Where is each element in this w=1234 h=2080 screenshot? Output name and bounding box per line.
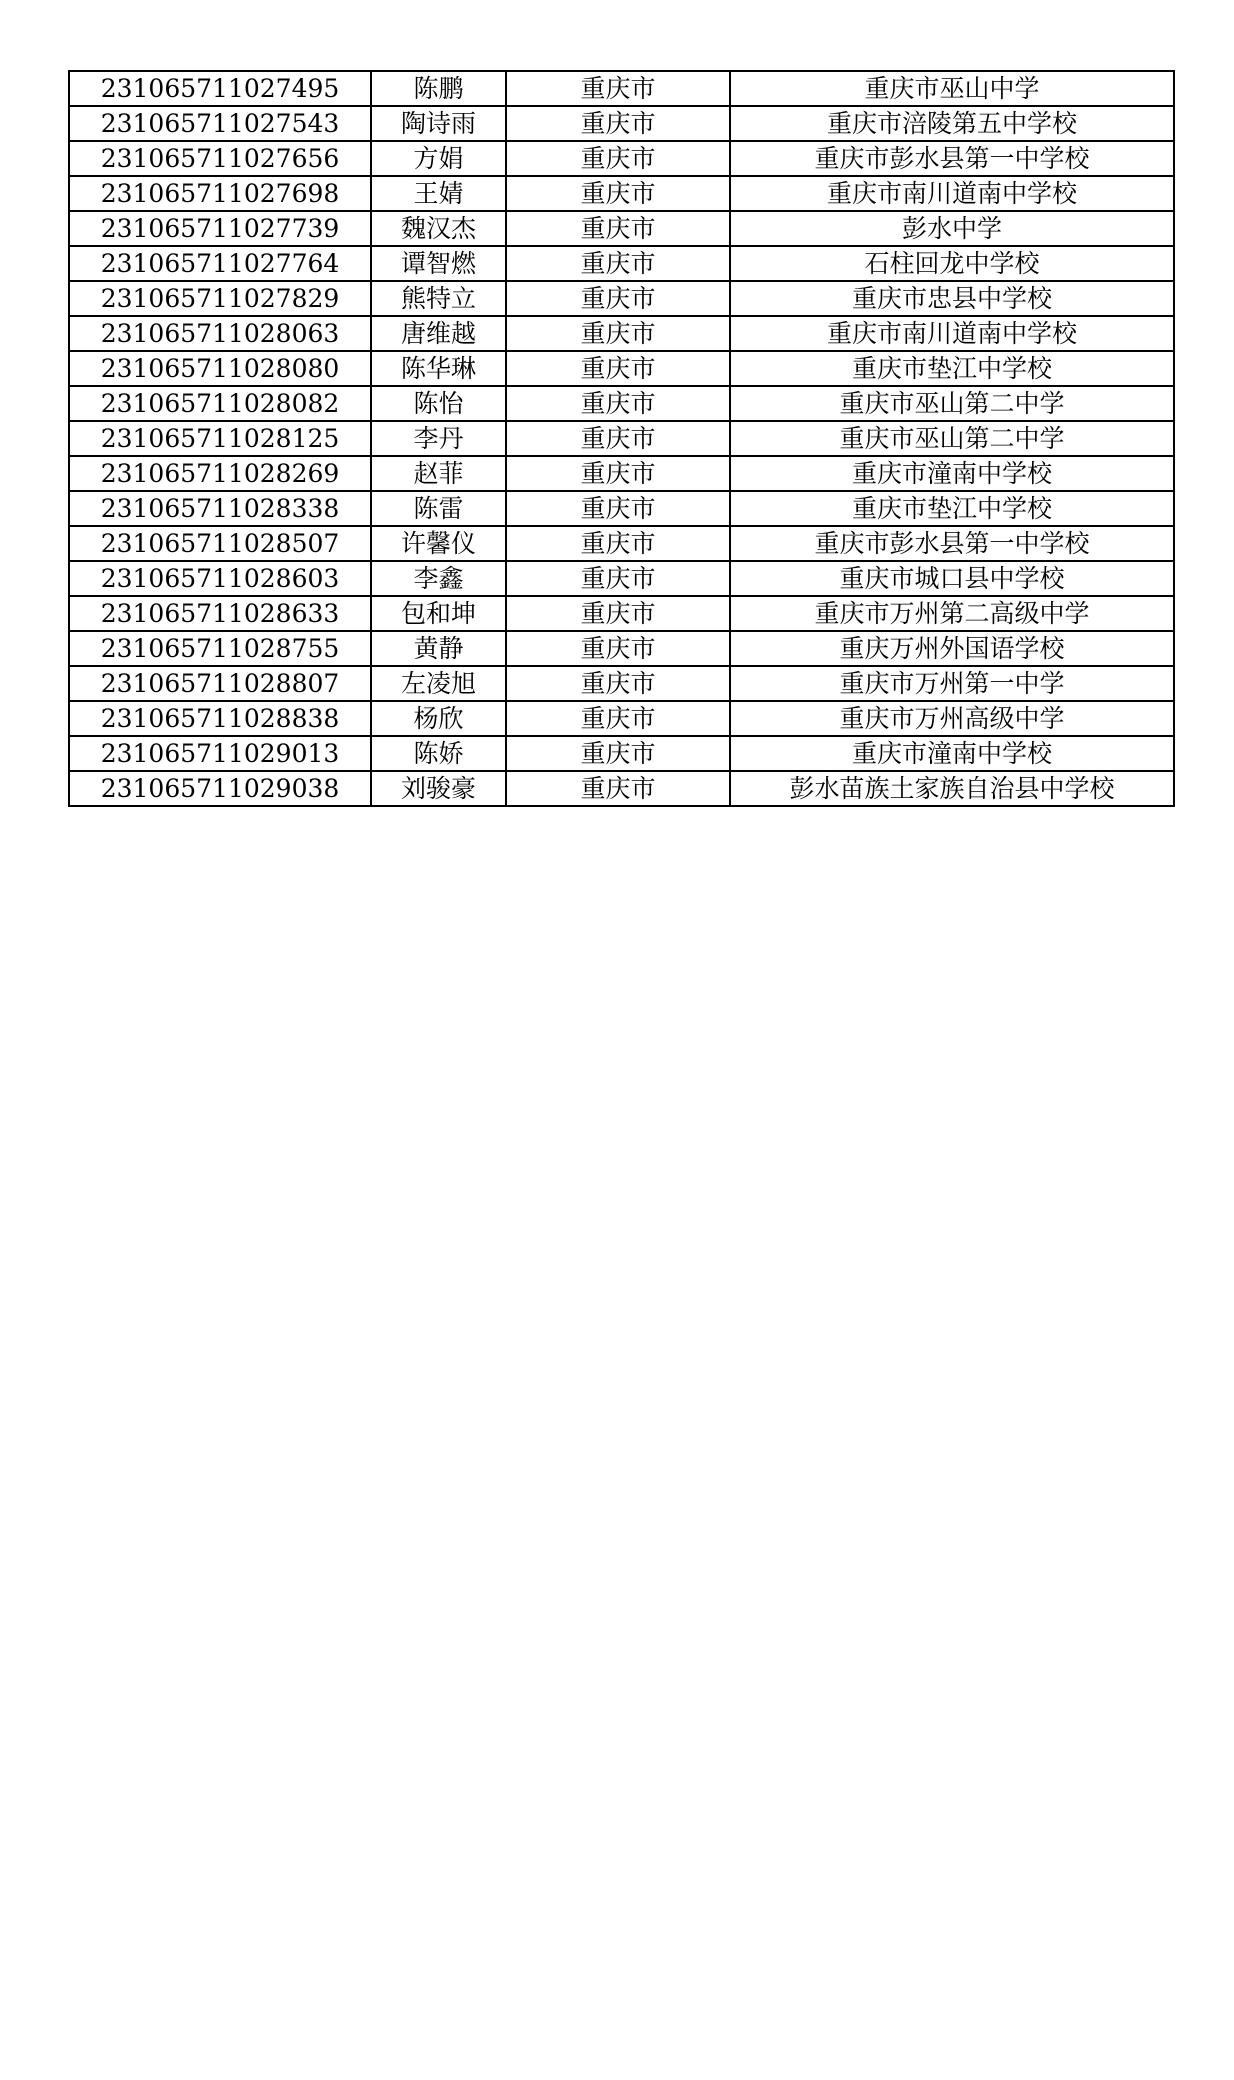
student-name-cell: 陈华琳: [371, 351, 506, 386]
candidate-id-cell: 231065711028080: [69, 351, 371, 386]
student-name-cell: 陈鹏: [371, 71, 506, 106]
candidate-id-cell: 231065711028082: [69, 386, 371, 421]
student-name-cell: 包和坤: [371, 596, 506, 631]
candidate-id-cell: 231065711028633: [69, 596, 371, 631]
student-name-cell: 李鑫: [371, 561, 506, 596]
candidate-id-cell: 231065711028338: [69, 491, 371, 526]
table-row: [69, 561, 1174, 596]
table-row: [69, 176, 1174, 211]
student-name-cell: 陈娇: [371, 736, 506, 771]
city-cell: 重庆市: [506, 631, 730, 666]
school-name-cell: 重庆市万州第二高级中学: [730, 596, 1174, 631]
student-name-cell: 唐维越: [371, 316, 506, 351]
city-cell: 重庆市: [506, 106, 730, 141]
city-cell: 重庆市: [506, 736, 730, 771]
table-row: [69, 141, 1174, 176]
city-cell: 重庆市: [506, 316, 730, 351]
school-name-cell: 重庆市巫山第二中学: [730, 421, 1174, 456]
school-name-cell: 重庆市忠县中学校: [730, 281, 1174, 316]
school-name-cell: 重庆市巫山第二中学: [730, 386, 1174, 421]
city-cell: 重庆市: [506, 141, 730, 176]
table-row: [69, 631, 1174, 666]
city-cell: 重庆市: [506, 281, 730, 316]
school-name-cell: 重庆万州外国语学校: [730, 631, 1174, 666]
student-name-cell: 魏汉杰: [371, 211, 506, 246]
student-name-cell: 熊特立: [371, 281, 506, 316]
student-name-cell: 谭智燃: [371, 246, 506, 281]
student-name-cell: 王婧: [371, 176, 506, 211]
city-cell: 重庆市: [506, 596, 730, 631]
student-name-cell: 许馨仪: [371, 526, 506, 561]
city-cell: 重庆市: [506, 211, 730, 246]
school-name-cell: 重庆市万州第一中学: [730, 666, 1174, 701]
table-row: [69, 71, 1174, 106]
school-name-cell: 石柱回龙中学校: [730, 246, 1174, 281]
school-name-cell: 彭水中学: [730, 211, 1174, 246]
city-cell: 重庆市: [506, 526, 730, 561]
student-name-cell: 左凌旭: [371, 666, 506, 701]
school-name-cell: 彭水苗族土家族自治县中学校: [730, 771, 1174, 806]
school-name-cell: 重庆市垫江中学校: [730, 351, 1174, 386]
school-name-cell: 重庆市垫江中学校: [730, 491, 1174, 526]
candidate-id-cell: 231065711028807: [69, 666, 371, 701]
candidate-id-cell: 231065711029038: [69, 771, 371, 806]
student-name-cell: 李丹: [371, 421, 506, 456]
school-name-cell: 重庆市巫山中学: [730, 71, 1174, 106]
candidate-id-cell: 231065711028269: [69, 456, 371, 491]
city-cell: 重庆市: [506, 71, 730, 106]
candidate-id-cell: 231065711027495: [69, 71, 371, 106]
city-cell: 重庆市: [506, 386, 730, 421]
table-row: [69, 736, 1174, 771]
candidate-id-cell: 231065711028063: [69, 316, 371, 351]
candidate-id-cell: 231065711027739: [69, 211, 371, 246]
city-cell: 重庆市: [506, 351, 730, 386]
student-name-cell: 黄静: [371, 631, 506, 666]
school-name-cell: 重庆市南川道南中学校: [730, 176, 1174, 211]
table-row: [69, 701, 1174, 736]
city-cell: 重庆市: [506, 456, 730, 491]
school-name-cell: 重庆市涪陵第五中学校: [730, 106, 1174, 141]
student-name-cell: 陈怡: [371, 386, 506, 421]
school-name-cell: 重庆市万州高级中学: [730, 701, 1174, 736]
student-name-cell: 陶诗雨: [371, 106, 506, 141]
school-name-cell: 重庆市潼南中学校: [730, 456, 1174, 491]
student-name-cell: 赵菲: [371, 456, 506, 491]
table-row: [69, 106, 1174, 141]
candidate-id-cell: 231065711027543: [69, 106, 371, 141]
city-cell: 重庆市: [506, 561, 730, 596]
table-row: [69, 421, 1174, 456]
table-row: [69, 666, 1174, 701]
city-cell: 重庆市: [506, 701, 730, 736]
table-row: [69, 491, 1174, 526]
table-row: [69, 281, 1174, 316]
student-name-cell: 刘骏豪: [371, 771, 506, 806]
student-name-cell: 陈雷: [371, 491, 506, 526]
table-row: [69, 211, 1174, 246]
table-row: [69, 771, 1174, 806]
candidate-id-cell: 231065711028507: [69, 526, 371, 561]
city-cell: 重庆市: [506, 421, 730, 456]
candidate-id-cell: 231065711027829: [69, 281, 371, 316]
city-cell: 重庆市: [506, 176, 730, 211]
candidate-id-cell: 231065711027656: [69, 141, 371, 176]
school-name-cell: 重庆市南川道南中学校: [730, 316, 1174, 351]
table-row: [69, 386, 1174, 421]
city-cell: 重庆市: [506, 491, 730, 526]
candidate-id-cell: 231065711027764: [69, 246, 371, 281]
table-row: [69, 351, 1174, 386]
candidate-id-cell: 231065711028838: [69, 701, 371, 736]
school-name-cell: 重庆市潼南中学校: [730, 736, 1174, 771]
student-name-cell: 杨欣: [371, 701, 506, 736]
table-row: [69, 526, 1174, 561]
candidate-id-cell: 231065711028603: [69, 561, 371, 596]
school-name-cell: 重庆市城口县中学校: [730, 561, 1174, 596]
candidate-id-cell: 231065711029013: [69, 736, 371, 771]
candidate-id-cell: 231065711027698: [69, 176, 371, 211]
table-row: [69, 246, 1174, 281]
school-name-cell: 重庆市彭水县第一中学校: [730, 141, 1174, 176]
school-name-cell: 重庆市彭水县第一中学校: [730, 526, 1174, 561]
roster-table: [68, 70, 1175, 807]
table-row: [69, 596, 1174, 631]
city-cell: 重庆市: [506, 666, 730, 701]
candidate-id-cell: 231065711028755: [69, 631, 371, 666]
student-name-cell: 方娟: [371, 141, 506, 176]
city-cell: 重庆市: [506, 246, 730, 281]
city-cell: 重庆市: [506, 771, 730, 806]
table-row: [69, 456, 1174, 491]
table-row: [69, 316, 1174, 351]
candidate-id-cell: 231065711028125: [69, 421, 371, 456]
roster-table-body: [69, 71, 1174, 806]
